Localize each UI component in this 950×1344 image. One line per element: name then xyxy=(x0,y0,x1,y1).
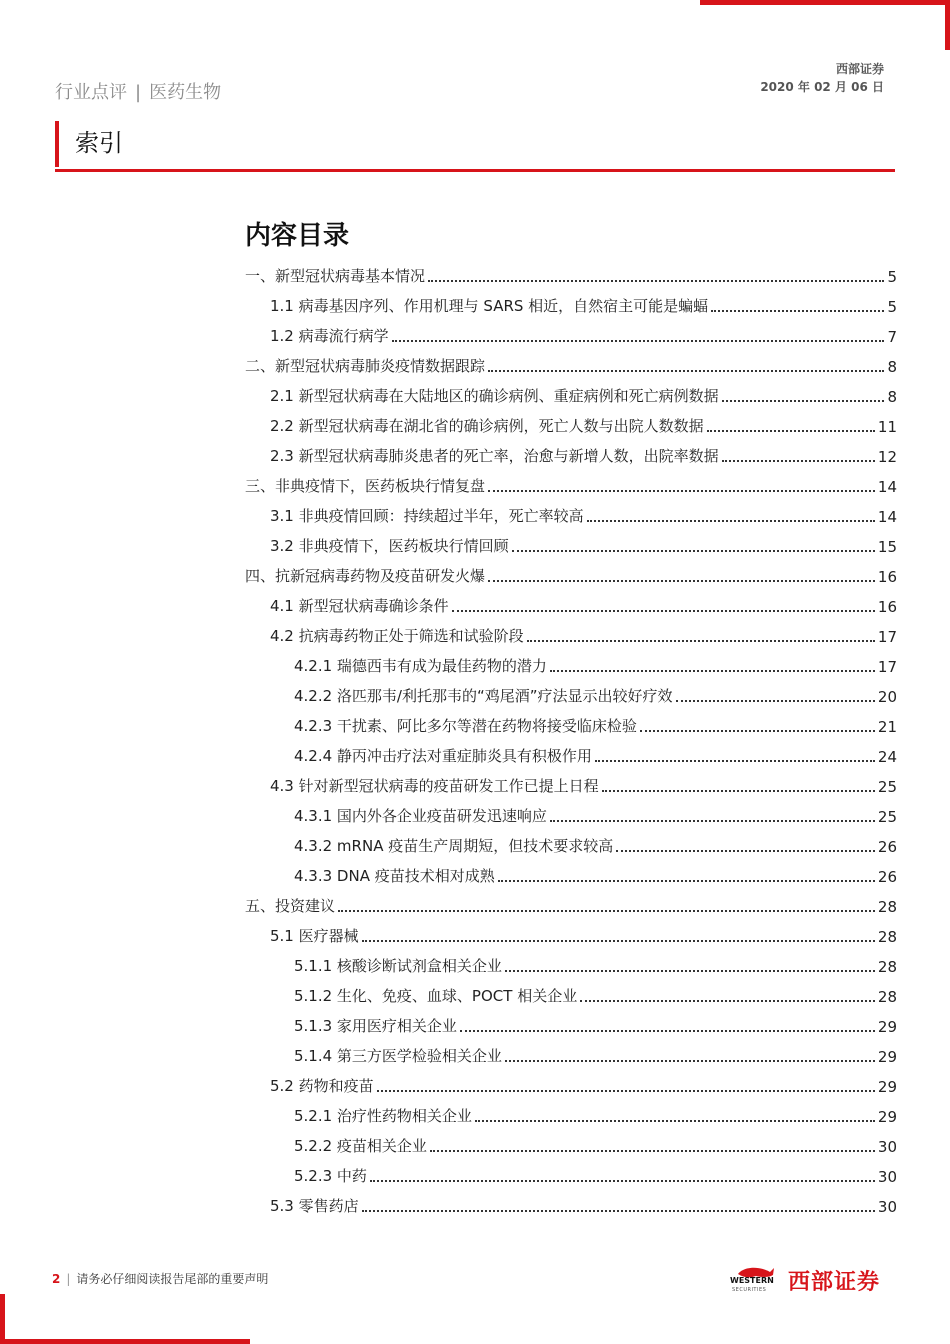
toc-leader-dots xyxy=(602,790,875,792)
toc-entry-page: 30 xyxy=(877,1168,897,1186)
toc-entry[interactable] xyxy=(245,1070,897,1100)
toc-entry-label: 3.2 非典疫情下，医药板块行情回顾 xyxy=(270,537,509,555)
toc-entry-label: 一、新型冠状病毒基本情况 xyxy=(245,267,426,285)
toc-entry-label: 5.2.1 治疗性药物相关企业 xyxy=(294,1107,472,1125)
toc-entry-page: 28 xyxy=(877,898,897,916)
toc-entry-label: 1.1 病毒基因序列、作用机理与 SARS 相近，自然宿主可能是蝙蝠 xyxy=(270,297,709,315)
toc-entry-page: 15 xyxy=(877,538,897,556)
toc-entry-page: 5 xyxy=(887,298,897,316)
header-separator: | xyxy=(135,82,142,103)
toc-entry[interactable] xyxy=(245,890,897,920)
toc-leader-dots xyxy=(362,1210,875,1212)
toc-leader-dots xyxy=(722,460,875,462)
toc-entry-page: 29 xyxy=(877,1048,897,1066)
corner-decoration-bottom xyxy=(0,1339,250,1344)
toc-leader-dots xyxy=(452,610,875,612)
toc-entry[interactable] xyxy=(245,410,897,440)
toc-entry[interactable] xyxy=(245,620,897,650)
toc-entry-label: 2.1 新型冠状病毒在大陆地区的确诊病例、重症病例和死亡病例数据 xyxy=(270,387,719,405)
toc-entry[interactable] xyxy=(245,1160,897,1190)
report-sector: 医药生物 xyxy=(149,82,222,103)
toc-leader-dots xyxy=(498,880,875,882)
toc-entry-label: 5.2 药物和疫苗 xyxy=(270,1077,374,1095)
toc-entry-label: 4.2.1 瑞德西韦有成为最佳药物的潜力 xyxy=(294,657,547,675)
toc-leader-dots xyxy=(595,760,875,762)
toc-entry-label: 4.2.2 洛匹那韦/利托那韦的“鸡尾酒”疗法显示出较好疗效 xyxy=(294,687,673,705)
toc-leader-dots xyxy=(428,280,884,282)
toc-entry[interactable] xyxy=(245,320,897,350)
toc-entry-label: 5.1 医疗器械 xyxy=(270,927,359,945)
toc-entry[interactable] xyxy=(245,380,897,410)
toc-entry[interactable] xyxy=(245,530,897,560)
toc-entry[interactable] xyxy=(245,980,897,1010)
toc-leader-dots xyxy=(580,1000,875,1002)
report-category xyxy=(55,78,221,104)
toc-entry-page: 8 xyxy=(887,358,897,376)
toc-entry-label: 5.1.2 生化、免疫、血球、POCT 相关企业 xyxy=(294,987,578,1005)
toc-entry-label: 1.2 病毒流行病学 xyxy=(270,327,389,345)
table-of-contents xyxy=(245,260,897,1220)
toc-entry-label: 5.1.3 家用医疗相关企业 xyxy=(294,1017,457,1035)
toc-entry[interactable] xyxy=(245,350,897,380)
toc-entry-page: 26 xyxy=(877,868,897,886)
toc-entry-label: 5.1.1 核酸诊断试剂盒相关企业 xyxy=(294,957,502,975)
toc-entry-page: 21 xyxy=(877,718,897,736)
toc-entry-label: 4.2.4 静丙冲击疗法对重症肺炎具有积极作用 xyxy=(294,747,592,765)
corner-decoration-top xyxy=(700,0,950,5)
report-type: 行业点评 xyxy=(55,82,127,103)
toc-entry-page: 24 xyxy=(877,748,897,766)
toc-leader-dots xyxy=(377,1090,875,1092)
toc-leader-dots xyxy=(460,1030,875,1032)
toc-entry[interactable] xyxy=(245,1130,897,1160)
header-meta xyxy=(760,60,884,96)
logo-english-sub: SECURITIES xyxy=(732,1287,767,1293)
toc-entry[interactable] xyxy=(245,290,897,320)
toc-leader-dots xyxy=(527,640,875,642)
toc-entry-label: 四、抗新冠病毒药物及疫苗研发火爆 xyxy=(245,567,486,585)
toc-leader-dots xyxy=(488,580,875,582)
toc-entry[interactable] xyxy=(245,1100,897,1130)
toc-entry[interactable] xyxy=(245,920,897,950)
toc-entry-page: 26 xyxy=(877,838,897,856)
company-logo xyxy=(730,1262,900,1298)
corner-decoration-bottom-side xyxy=(0,1294,5,1344)
toc-entry-label: 5.3 零售药店 xyxy=(270,1197,359,1215)
toc-entry-page: 30 xyxy=(877,1138,897,1156)
toc-entry-page: 17 xyxy=(877,658,897,676)
toc-entry-page: 29 xyxy=(877,1108,897,1126)
toc-entry[interactable] xyxy=(245,1040,897,1070)
toc-entry-page: 25 xyxy=(877,778,897,796)
toc-entry-page: 8 xyxy=(887,388,897,406)
toc-leader-dots xyxy=(488,370,884,372)
toc-entry-label: 4.3.1 国内外各企业疫苗研发迅速响应 xyxy=(294,807,547,825)
toc-entry[interactable] xyxy=(245,740,897,770)
toc-entry-page: 29 xyxy=(877,1018,897,1036)
toc-entry[interactable] xyxy=(245,260,897,290)
toc-entry-label: 三、非典疫情下，医药板块行情复盘 xyxy=(245,477,486,495)
footer-separator: | xyxy=(66,1272,71,1286)
toc-entry-label: 4.2 抗病毒药物正处于筛选和试验阶段 xyxy=(270,627,524,645)
toc-entry-page: 29 xyxy=(877,1078,897,1096)
toc-entry-label: 5.2.2 疫苗相关企业 xyxy=(294,1137,427,1155)
toc-entry-label: 4.3 针对新型冠状病毒的疫苗研发工作已提上日程 xyxy=(270,777,599,795)
toc-entry-label: 2.2 新型冠状病毒在湖北省的确诊病例，死亡人数与出院人数数据 xyxy=(270,417,704,435)
toc-entry-page: 12 xyxy=(877,448,897,466)
toc-entry-page: 14 xyxy=(877,508,897,526)
toc-leader-dots xyxy=(587,520,875,522)
toc-entry[interactable] xyxy=(245,680,897,710)
toc-entry-page: 28 xyxy=(877,928,897,946)
toc-leader-dots xyxy=(550,820,875,822)
toc-entry[interactable] xyxy=(245,770,897,800)
toc-leader-dots xyxy=(505,970,875,972)
toc-leader-dots xyxy=(392,340,885,342)
toc-entry[interactable] xyxy=(245,500,897,530)
toc-entry-page: 16 xyxy=(877,568,897,586)
toc-entry[interactable] xyxy=(245,560,897,590)
toc-entry-page: 14 xyxy=(877,478,897,496)
toc-entry-label: 3.1 非典疫情回顾：持续超过半年，死亡率较高 xyxy=(270,507,584,525)
logo-chinese-name: 西部证券 xyxy=(788,1270,881,1295)
toc-leader-dots xyxy=(475,1120,875,1122)
toc-entry[interactable] xyxy=(245,470,897,500)
toc-entry[interactable] xyxy=(245,590,897,620)
toc-entry-label: 二、新型冠状病毒肺炎疫情数据跟踪 xyxy=(245,357,486,375)
logo-english-name: WESTERN xyxy=(730,1276,774,1285)
toc-title: 内容目录 xyxy=(245,221,350,251)
report-date: 2020 年 02 月 06 日 xyxy=(760,80,884,94)
toc-leader-dots xyxy=(512,550,875,552)
toc-leader-dots xyxy=(616,850,875,852)
page-number: 2 xyxy=(52,1272,61,1286)
toc-entry-page: 16 xyxy=(877,598,897,616)
toc-entry-label: 2.3 新型冠状病毒肺炎患者的死亡率，治愈与新增人数，出院率数据 xyxy=(270,447,719,465)
toc-leader-dots xyxy=(370,1180,875,1182)
toc-entry-label: 4.3.3 DNA 疫苗技术相对成熟 xyxy=(294,867,495,885)
section-accent-bar xyxy=(55,121,59,167)
toc-leader-dots xyxy=(676,700,875,702)
toc-entry-page: 5 xyxy=(887,268,897,286)
toc-leader-dots xyxy=(338,910,875,912)
toc-entry-page: 11 xyxy=(877,418,897,436)
toc-entry[interactable] xyxy=(245,650,897,680)
toc-entry-page: 17 xyxy=(877,628,897,646)
toc-entry[interactable] xyxy=(245,830,897,860)
toc-entry[interactable] xyxy=(245,860,897,890)
toc-entry-label: 五、投资建议 xyxy=(245,897,336,915)
toc-entry-label: 4.1 新型冠状病毒确诊条件 xyxy=(270,597,449,615)
toc-entry-page: 28 xyxy=(877,958,897,976)
toc-leader-dots xyxy=(640,730,875,732)
toc-entry[interactable] xyxy=(245,440,897,470)
disclaimer-text: 请务必仔细阅读报告尾部的重要声明 xyxy=(76,1272,269,1286)
toc-entry[interactable] xyxy=(245,1010,897,1040)
toc-leader-dots xyxy=(550,670,875,672)
toc-leader-dots xyxy=(430,1150,875,1152)
toc-entry[interactable] xyxy=(245,800,897,830)
section-header xyxy=(55,117,895,172)
toc-leader-dots xyxy=(707,430,875,432)
toc-entry-label: 4.3.2 mRNA 疫苗生产周期短，但技术要求较高 xyxy=(294,837,614,855)
toc-entry-page: 20 xyxy=(877,688,897,706)
toc-entry-page: 25 xyxy=(877,808,897,826)
brand-name: 西部证券 xyxy=(835,62,884,76)
toc-entry-label: 5.2.3 中药 xyxy=(294,1167,367,1185)
toc-leader-dots xyxy=(722,400,885,402)
toc-entry[interactable] xyxy=(245,950,897,980)
toc-entry[interactable] xyxy=(245,1190,897,1220)
toc-entry[interactable] xyxy=(245,710,897,740)
toc-leader-dots xyxy=(711,310,884,312)
toc-leader-dots xyxy=(505,1060,875,1062)
toc-leader-dots xyxy=(362,940,875,942)
toc-entry-page: 7 xyxy=(887,328,897,346)
toc-entry-label: 4.2.3 干扰素、阿比多尔等潜在药物将接受临床检验 xyxy=(294,717,637,735)
footer xyxy=(52,1270,268,1287)
toc-entry-page: 30 xyxy=(877,1198,897,1216)
toc-entry-label: 5.1.4 第三方医学检验相关企业 xyxy=(294,1047,502,1065)
toc-entry-page: 28 xyxy=(877,988,897,1006)
corner-decoration-top-side xyxy=(945,0,950,50)
section-title: 索引 xyxy=(75,129,123,157)
toc-leader-dots xyxy=(488,490,875,492)
